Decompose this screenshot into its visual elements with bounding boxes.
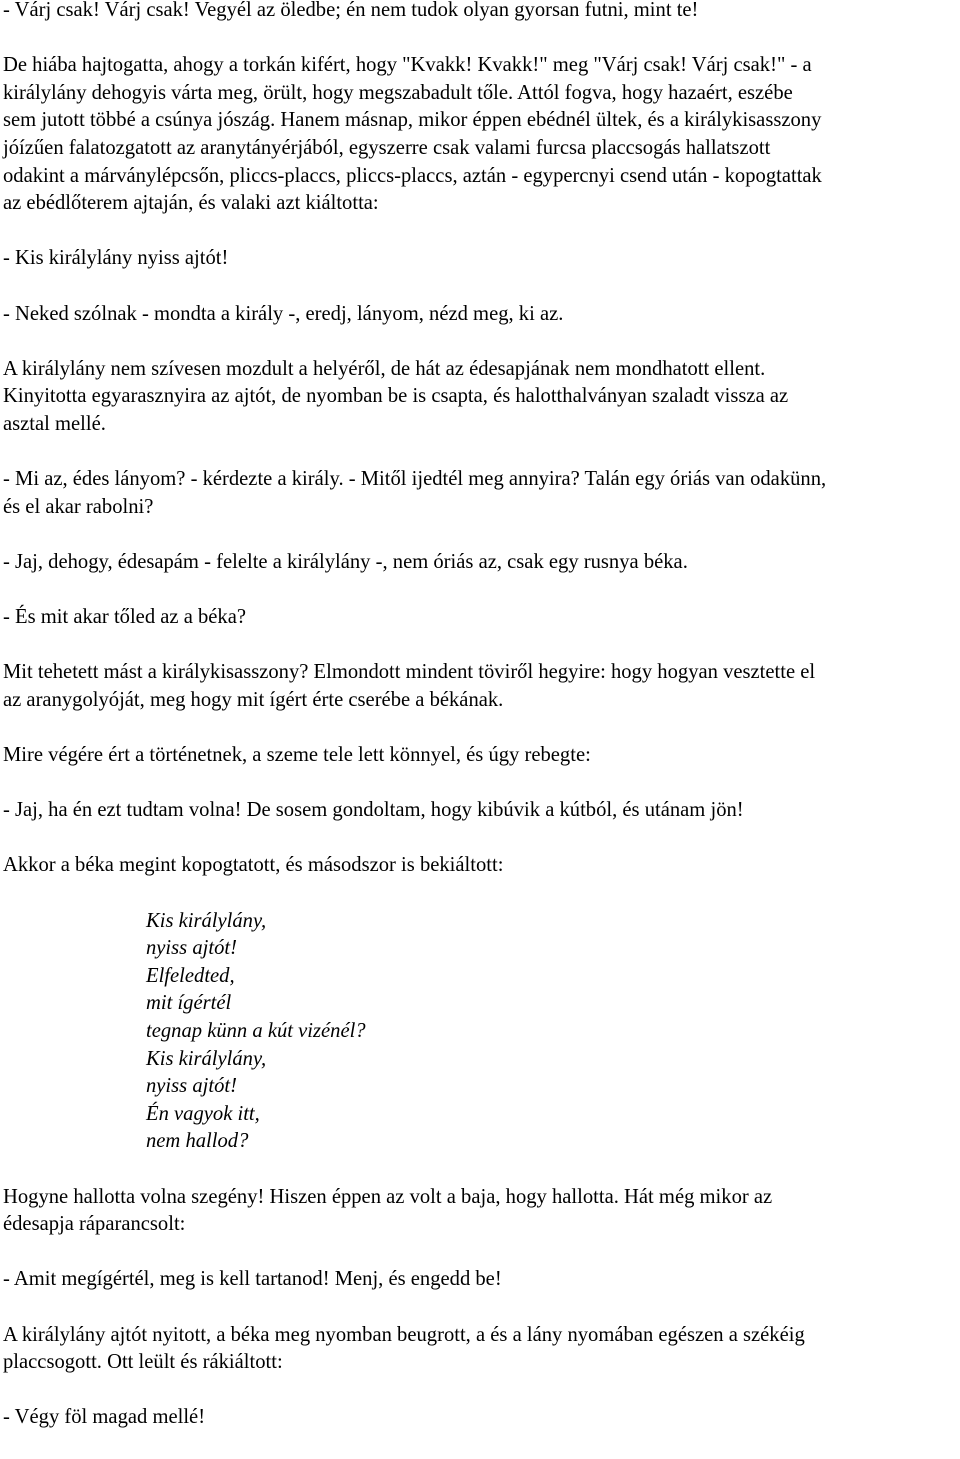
paragraph-6	[3, 466, 957, 521]
text-line: - És mit akar tőled az a béka?	[3, 606, 247, 629]
text-line: az aranygolyóját, meg hogy mit ígért érte cserébe a békának.	[3, 688, 504, 711]
verse-line: Kis királylány,	[146, 909, 267, 932]
paragraph-3	[3, 245, 957, 273]
paragraph-2	[3, 52, 957, 218]
document-page	[3, 0, 957, 1459]
text-line: A királylány ajtót nyitott, a béka meg nyomban beugrott, a és a lány nyomában egészen a székéig	[3, 1323, 805, 1346]
paragraph-16	[3, 1404, 957, 1432]
paragraph-15	[3, 1322, 957, 1377]
text-line: - Várj csak! Várj csak! Vegyél az öledbe; én nem tudok olyan gyorsan futni, mint te!	[3, 0, 699, 21]
text-line: sem jutott többé a csúnya jószág. Hanem másnap, mikor éppen ebédnél ültek, és a királykisasszony	[3, 109, 822, 132]
verse-line: nyiss ajtót!	[146, 1075, 237, 1098]
text-line: A királylány nem szívesen mozdult a helyéről, de hát az édesapjának nem mondhatott ellent.	[3, 357, 766, 380]
text-line: - Mi az, édes lányom? - kérdezte a király. - Mitől ijedtél meg annyira? Talán egy óriás van odakünn,	[3, 468, 827, 491]
text-line: - Kis királylány nyiss ajtót!	[3, 247, 229, 270]
paragraph-14	[3, 1266, 957, 1294]
text-line: - Jaj, ha én ezt tudtam volna! De sosem gondoltam, hogy kibúvik a kútból, és utánam jön!	[3, 799, 744, 822]
verse-line: nyiss ajtót!	[146, 937, 237, 960]
paragraph-4	[3, 301, 957, 329]
text-line: odakint a márványlépcsőn, pliccs-placcs, pliccs-placcs, aztán - egypercnyi csend után - kopogtattak	[3, 164, 822, 187]
text-line: Kinyitotta egyarasznyira az ajtót, de nyomban be is csapta, és halotthalványan szaladt vissza az	[3, 385, 789, 408]
verse-line: nem hallod?	[146, 1130, 249, 1153]
paragraph-11	[3, 797, 957, 825]
text-line: Hogyne hallotta volna szegény! Hiszen éppen az volt a baja, hogy hallotta. Hát még mikor az	[3, 1185, 773, 1208]
text-line: Mit tehetett mást a királykisasszony? Elmondott mindent töviről hegyire: hogy hogyan vesztette el	[3, 661, 816, 684]
verse-line: Elfeledted,	[146, 964, 235, 987]
paragraph-8	[3, 604, 957, 632]
paragraph-7	[3, 549, 957, 577]
text-line: De hiába hajtogatta, ahogy a torkán kifért, hogy "Kvakk! Kvakk!" meg "Várj csak! Várj csak!" - a	[3, 54, 812, 77]
text-line: édesapja ráparancsolt:	[3, 1213, 186, 1236]
verse-line: tegnap künn a kút vizénél?	[146, 1019, 366, 1042]
verse-block	[3, 908, 957, 1156]
verse-line: Én vagyok itt,	[146, 1102, 260, 1125]
text-line: Akkor a béka megint kopogtatott, és másodszor is bekiáltott:	[3, 854, 504, 877]
paragraph-10	[3, 742, 957, 770]
verse-line: mit ígértél	[146, 992, 232, 1015]
text-line: - Neked szólnak - mondta a király -, eredj, lányom, nézd meg, ki az.	[3, 302, 564, 325]
text-line: - Végy föl magad mellé!	[3, 1406, 206, 1429]
verse-line: Kis királylány,	[146, 1047, 267, 1070]
text-line: placcsogott. Ott leült és rákiáltott:	[3, 1351, 283, 1374]
text-line: királylány dehogyis várta meg, örült, hogy megszabadult tőle. Attól fogva, hogy hazaért, eszébe	[3, 81, 793, 104]
paragraph-5	[3, 356, 957, 439]
paragraph-12	[3, 852, 957, 880]
text-line: Mire végére ért a történetnek, a szeme tele lett könnyel, és úgy rebegte:	[3, 744, 591, 767]
text-line: - Amit megígértél, meg is kell tartanod! Menj, és engedd be!	[3, 1268, 502, 1291]
text-line: az ebédlőterem ajtaján, és valaki azt kiáltotta:	[3, 192, 379, 215]
paragraph-13	[3, 1184, 957, 1239]
paragraph-9	[3, 659, 957, 714]
text-line: és el akar rabolni?	[3, 495, 154, 518]
text-line: - Jaj, dehogy, édesapám - felelte a királylány -, nem óriás az, csak egy rusnya béka.	[3, 550, 688, 573]
text-line: jóízűen falatozgatott az aranytányérjából, egyszerre csak valami furcsa placcsogás hallatszott	[3, 136, 771, 159]
text-line: asztal mellé.	[3, 412, 106, 435]
paragraph-1	[3, 0, 957, 25]
